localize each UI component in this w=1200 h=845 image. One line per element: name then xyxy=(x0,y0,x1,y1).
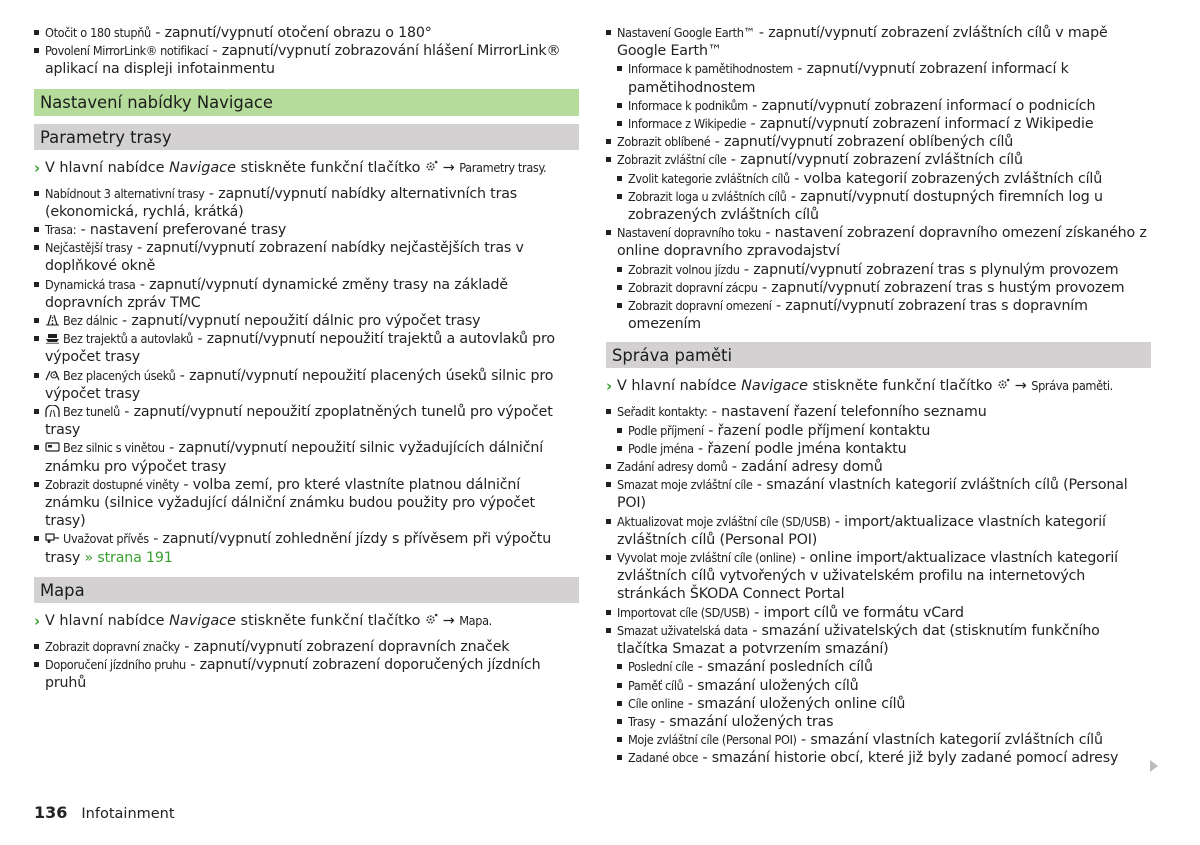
list-item xyxy=(606,133,1151,151)
bullet-marker xyxy=(34,30,39,35)
option-description: - import cílů ve formátu vCard xyxy=(749,604,964,621)
bullet-marker xyxy=(34,48,39,53)
option-description: - volba kategorií zobrazených zvláštních cílů xyxy=(789,170,1103,187)
option-description: - zapnutí/vypnutí nabídky alternativních tras (ekonomická, rychlá, krátká) xyxy=(45,185,518,220)
vignette-icon xyxy=(45,440,63,456)
subsection-heading-map: Mapa xyxy=(34,577,579,603)
menu-option-name: Zvolit kategorie zvláštních cílů xyxy=(628,170,790,186)
green-chevron-right-icon: › xyxy=(606,377,613,396)
menu-option-name: Informace k podnikům xyxy=(628,97,748,113)
bullet-marker xyxy=(617,267,622,272)
bullet-marker xyxy=(606,464,611,469)
menu-option-name: Cíle online xyxy=(628,695,684,711)
bullet-marker xyxy=(617,701,622,706)
sub-list-item xyxy=(606,440,1151,458)
right-column xyxy=(606,24,1151,768)
bullet-marker xyxy=(34,445,39,450)
sub-list-item xyxy=(606,115,1151,133)
option-description: - řazení podle příjmení kontaktu xyxy=(703,422,931,439)
instruction-prefix: V hlavní nabídce xyxy=(45,612,170,629)
menu-option-name: Nabídnout 3 alternativní trasy xyxy=(45,185,205,201)
list-item xyxy=(34,638,579,656)
instruction-mid: stiskněte funkční tlačítko xyxy=(235,612,425,629)
list-item xyxy=(34,439,579,475)
menu-option-name: Nastavení dopravního toku xyxy=(617,225,761,241)
menu-option-name: Vyvolat moje zvláštní cíle (online) xyxy=(617,550,796,566)
option-description: - online import/aktualizace vlastních kategorií zvláštních cílů vytvořených v uživatelském profilu na internetových stránkách ŠKODA Connect Portal xyxy=(617,550,1118,603)
list-item xyxy=(606,622,1151,658)
list-item xyxy=(606,549,1151,604)
bullet-marker xyxy=(617,176,622,181)
instruction-step xyxy=(34,612,579,630)
menu-option-name: Trasy xyxy=(628,713,656,729)
menu-option-name: Zobrazit loga u zvláštních cílů xyxy=(628,188,787,204)
option-description: - zapnutí/vypnutí otočení obrazu o 180° xyxy=(150,25,432,41)
option-description: - zapnutí/vypnutí dostupných firemních log u zobrazených zvláštních cílů xyxy=(628,188,1103,224)
green-chevron-right-icon: › xyxy=(34,611,41,630)
menu-option-name: Dynamická trasa xyxy=(45,276,136,292)
option-description: - nastavení zobrazení dopravního omezení získaného z online dopravního zpravodajství xyxy=(617,225,1147,260)
bullet-marker xyxy=(34,662,39,667)
list-item xyxy=(34,42,579,78)
menu-option-name: Smazat moje zvláštní cíle xyxy=(617,477,753,493)
bullet-marker xyxy=(617,755,622,760)
bullet-marker xyxy=(617,446,622,451)
bullet-marker xyxy=(34,336,39,341)
bullet-marker xyxy=(617,683,622,688)
menu-option-name: Zobrazit dostupné viněty xyxy=(45,476,179,492)
menu-option-name: Zobrazit volnou jízdu xyxy=(628,261,740,277)
menu-option-name: Moje zvláštní cíle (Personal POI) xyxy=(628,732,797,748)
bullet-marker xyxy=(617,121,622,126)
ferry-icon xyxy=(45,331,63,347)
menu-option-name: Aktualizovat moje zvláštní cíle (SD/USB) xyxy=(617,513,831,529)
option-description: - zapnutí/vypnutí zobrazení doporučených jízdních pruhů xyxy=(45,657,541,692)
tunnel-icon xyxy=(45,404,63,420)
option-description: - zapnutí/vypnutí zobrazení informací o podnicích xyxy=(747,97,1096,114)
list-item xyxy=(34,530,579,566)
instruction-step xyxy=(34,159,579,177)
menu-option-name: Zadané obce xyxy=(628,750,699,766)
list-item xyxy=(34,403,579,439)
bullet-marker xyxy=(606,482,611,487)
page-reference-link[interactable]: » strana 191 xyxy=(84,549,173,566)
menu-option-name: Otočit o 180 stupňů xyxy=(45,25,151,40)
list-item xyxy=(34,656,579,692)
bullet-marker xyxy=(606,30,611,35)
bullet-marker xyxy=(617,103,622,108)
menu-option-name: Trasa: xyxy=(45,222,77,238)
page-footer xyxy=(34,803,175,822)
instruction-mid: stiskněte funkční tlačítko xyxy=(235,159,425,176)
sub-list-item xyxy=(606,731,1151,749)
menu-option-name: Smazat uživatelská data xyxy=(617,622,748,638)
bullet-marker xyxy=(34,536,39,541)
bullet-marker xyxy=(606,610,611,615)
list-item xyxy=(34,367,579,403)
option-description: - zapnutí/vypnutí zobrazení informací z Wikipedie xyxy=(746,116,1094,133)
option-description: - zapnutí/vypnutí nepoužití zpoplatněných tunelů pro výpočet trasy xyxy=(45,404,553,439)
instruction-prefix: V hlavní nabídce xyxy=(45,159,170,176)
menu-option-name: Paměť cílů xyxy=(628,677,684,693)
option-description: - zapnutí/vypnutí zobrazení dopravních značek xyxy=(179,638,510,655)
menu-option-name: Doporučení jízdního pruhu xyxy=(45,657,186,673)
list-item xyxy=(34,239,579,275)
menu-option-name: Importovat cíle (SD/USB) xyxy=(617,604,750,620)
continue-arrow-icon xyxy=(1150,760,1158,772)
menu-option-name: Informace z Wikipedie xyxy=(628,116,747,132)
sub-list-item xyxy=(606,261,1151,279)
bullet-marker xyxy=(34,245,39,250)
green-chevron-right-icon: › xyxy=(34,158,41,177)
arrow-symbol: → xyxy=(442,612,455,629)
option-description: - řazení podle jména kontaktu xyxy=(693,440,907,457)
menu-option-name: Povolení MirrorLink® notifikací xyxy=(45,43,209,59)
subsection-heading-memory: Správa paměti xyxy=(606,342,1151,368)
bullet-marker xyxy=(606,555,611,560)
option-description: - zapnutí/vypnutí zobrazení tras s hustým provozem xyxy=(757,279,1125,296)
arrow-symbol: → xyxy=(442,159,455,176)
option-description: - zapnutí/vypnutí zohlednění jízdy s přívěsem při výpočtu trasy xyxy=(45,531,552,566)
bullet-marker xyxy=(606,519,611,524)
menu-option-name: Zobrazit dopravní zácpu xyxy=(628,279,758,295)
section-heading-navigation: Nastavení nabídky Navigace xyxy=(34,89,579,116)
settings-gear-icon xyxy=(997,378,1010,394)
menu-option-name: Nejčastější trasy xyxy=(45,240,133,256)
menu-target: Parametry trasy. xyxy=(459,159,547,175)
menu-name: Navigace xyxy=(169,159,236,176)
bullet-marker xyxy=(617,303,622,308)
trailer-icon xyxy=(45,531,63,547)
option-description: - zapnutí/vypnutí nepoužití dálnic pro výpočet trasy xyxy=(117,313,481,330)
list-item xyxy=(606,513,1151,549)
bullet-marker xyxy=(606,628,611,633)
list-item xyxy=(606,458,1151,476)
bullet-marker xyxy=(606,230,611,235)
sub-list-item xyxy=(606,422,1151,440)
bullet-marker xyxy=(34,482,39,487)
menu-option-name: Poslední cíle xyxy=(628,659,694,675)
settings-gear-icon xyxy=(425,613,438,629)
list-item xyxy=(34,476,579,531)
list-item xyxy=(34,185,579,221)
bullet-marker xyxy=(34,644,39,649)
bullet-marker xyxy=(617,428,622,433)
instruction-mid: stiskněte funkční tlačítko xyxy=(807,378,997,395)
bullet-marker xyxy=(34,227,39,232)
option-description: - nastavení řazení telefonního seznamu xyxy=(707,404,987,421)
list-item xyxy=(606,151,1151,169)
option-description: - import/aktualizace vlastních kategorií zvláštních cílů (Personal POI) xyxy=(617,513,1106,548)
menu-option-name: Zobrazit dopravní omezení xyxy=(628,298,772,314)
list-item xyxy=(34,276,579,312)
option-description: - zapnutí/vypnutí zobrazování hlášení MirrorLink® aplikací na displeji infotainmentu xyxy=(45,43,561,78)
menu-option-name: Podle jména xyxy=(628,440,694,456)
bullet-marker xyxy=(617,66,622,71)
option-description: - smazání uložených cílů xyxy=(683,677,859,694)
option-description: - zapnutí/vypnutí dynamické změny trasy na základě dopravních zpráv TMC xyxy=(45,276,508,311)
bullet-marker xyxy=(34,409,39,414)
menu-option-name: Bez placených úseků xyxy=(63,367,176,383)
settings-gear-icon xyxy=(425,160,438,176)
bullet-marker xyxy=(606,409,611,414)
option-description: - zapnutí/vypnutí zobrazení tras s plynulým provozem xyxy=(739,261,1119,278)
sub-list-item xyxy=(606,279,1151,297)
sub-list-item xyxy=(606,188,1151,224)
option-description: - smazání uživatelských dat (stisknutím funkčního tlačítka Smazat a potvrzením smazání) xyxy=(617,622,1100,658)
menu-option-name: Bez tunelů xyxy=(63,404,120,420)
page-number: 136 xyxy=(34,803,68,822)
option-description: - zapnutí/vypnutí zobrazení zvláštních cílů xyxy=(726,152,1023,169)
bullet-marker xyxy=(617,664,622,669)
option-description: - zapnutí/vypnutí nepoužití trajektů a autovlaků pro výpočet trasy xyxy=(45,331,555,366)
instruction-prefix: V hlavní nabídce xyxy=(617,378,742,395)
bullet-marker xyxy=(617,285,622,290)
menu-option-name: Uvažovat přívěs xyxy=(63,531,149,547)
list-item xyxy=(34,330,579,366)
option-description: - volba zemí, pro které vlastníte platnou dálniční známku (silnice vyžadující dálniční známku budou použity pro výpočet trasy) xyxy=(45,476,535,530)
menu-option-name: Zobrazit zvláštní cíle xyxy=(617,152,727,168)
menu-option-name: Zadání adresy domů xyxy=(617,459,728,475)
sub-list-item xyxy=(606,170,1151,188)
bullet-marker xyxy=(34,191,39,196)
list-item xyxy=(34,24,579,42)
instruction-step xyxy=(606,377,1151,395)
menu-option-name: Seřadit kontakty: xyxy=(617,404,708,420)
option-description: - smazání vlastních kategorií zvláštních cílů (Personal POI) xyxy=(617,477,1128,512)
footer-section: Infotainment xyxy=(81,806,175,822)
menu-option-name: Bez dálnic xyxy=(63,313,118,329)
subsection-heading-route: Parametry trasy xyxy=(34,124,579,150)
toll-icon xyxy=(45,368,63,384)
option-description: - smazání posledních cílů xyxy=(693,659,873,676)
bullet-marker xyxy=(617,719,622,724)
list-item xyxy=(606,224,1151,260)
menu-option-name: Zobrazit oblíbené xyxy=(617,134,711,150)
menu-target: Mapa. xyxy=(459,612,492,628)
menu-option-name: Podle příjmení xyxy=(628,422,704,438)
option-description: - zapnutí/vypnutí zobrazení oblíbených cílů xyxy=(710,134,1014,151)
option-description: - smazání uložených online cílů xyxy=(683,695,906,712)
sub-list-item xyxy=(606,97,1151,115)
list-item xyxy=(34,312,579,330)
sub-list-item xyxy=(606,297,1151,333)
bullet-marker xyxy=(606,139,611,144)
list-item xyxy=(34,221,579,239)
bullet-marker xyxy=(34,282,39,287)
arrow-symbol: → xyxy=(1014,378,1027,395)
option-description: - zapnutí/vypnutí zobrazení zvláštních cílů v mapě Google Earth™ xyxy=(617,25,1108,60)
left-column xyxy=(34,24,579,692)
option-description: - zapnutí/vypnutí zobrazení tras s dopravním omezením xyxy=(628,298,1088,333)
menu-name: Navigace xyxy=(169,612,236,629)
bullet-marker xyxy=(617,194,622,199)
option-description: - zapnutí/vypnutí zobrazení informací k pamětihodnostem xyxy=(628,61,1069,96)
sub-list-item xyxy=(606,749,1151,767)
bullet-marker xyxy=(34,373,39,378)
list-item xyxy=(606,476,1151,512)
sub-list-item xyxy=(606,713,1151,731)
bullet-marker xyxy=(617,737,622,742)
option-description: - zapnutí/vypnutí nepoužití silnic vyžadujících dálniční známku pro výpočet trasy xyxy=(45,440,544,475)
menu-name: Navigace xyxy=(741,378,808,395)
menu-option-name: Bez trajektů a autovlaků xyxy=(63,331,194,347)
sub-list-item xyxy=(606,695,1151,713)
menu-option-name: Informace k pamětihodnostem xyxy=(628,61,793,77)
sub-list-item xyxy=(606,658,1151,676)
option-description: - zapnutí/vypnutí zobrazení nabídky nejčastějších tras v doplňkové okně xyxy=(45,240,524,275)
list-item xyxy=(606,604,1151,622)
sub-list-item xyxy=(606,677,1151,695)
list-item xyxy=(606,403,1151,421)
bullet-marker xyxy=(34,318,39,323)
highway-icon xyxy=(45,313,63,329)
menu-option-name: Nastavení Google Earth™ xyxy=(617,25,755,40)
menu-target: Správa paměti. xyxy=(1031,378,1113,394)
menu-option-name: Zobrazit dopravní značky xyxy=(45,638,180,654)
option-description: - zadání adresy domů xyxy=(727,459,883,476)
option-description: - zapnutí/vypnutí nepoužití placených úseků silnic pro výpočet trasy xyxy=(45,367,554,402)
option-description: - smazání historie obcí, které již byly zadané pomocí adresy xyxy=(698,750,1119,767)
sub-list-item xyxy=(606,60,1151,96)
bullet-marker xyxy=(606,157,611,162)
option-description: - smazání uložených tras xyxy=(655,713,834,730)
option-description: - nastavení preferované trasy xyxy=(76,222,287,239)
menu-option-name: Bez silnic s vinětou xyxy=(63,440,165,456)
list-item xyxy=(606,24,1151,60)
option-description: - smazání vlastních kategorií zvláštních cílů xyxy=(796,732,1103,749)
